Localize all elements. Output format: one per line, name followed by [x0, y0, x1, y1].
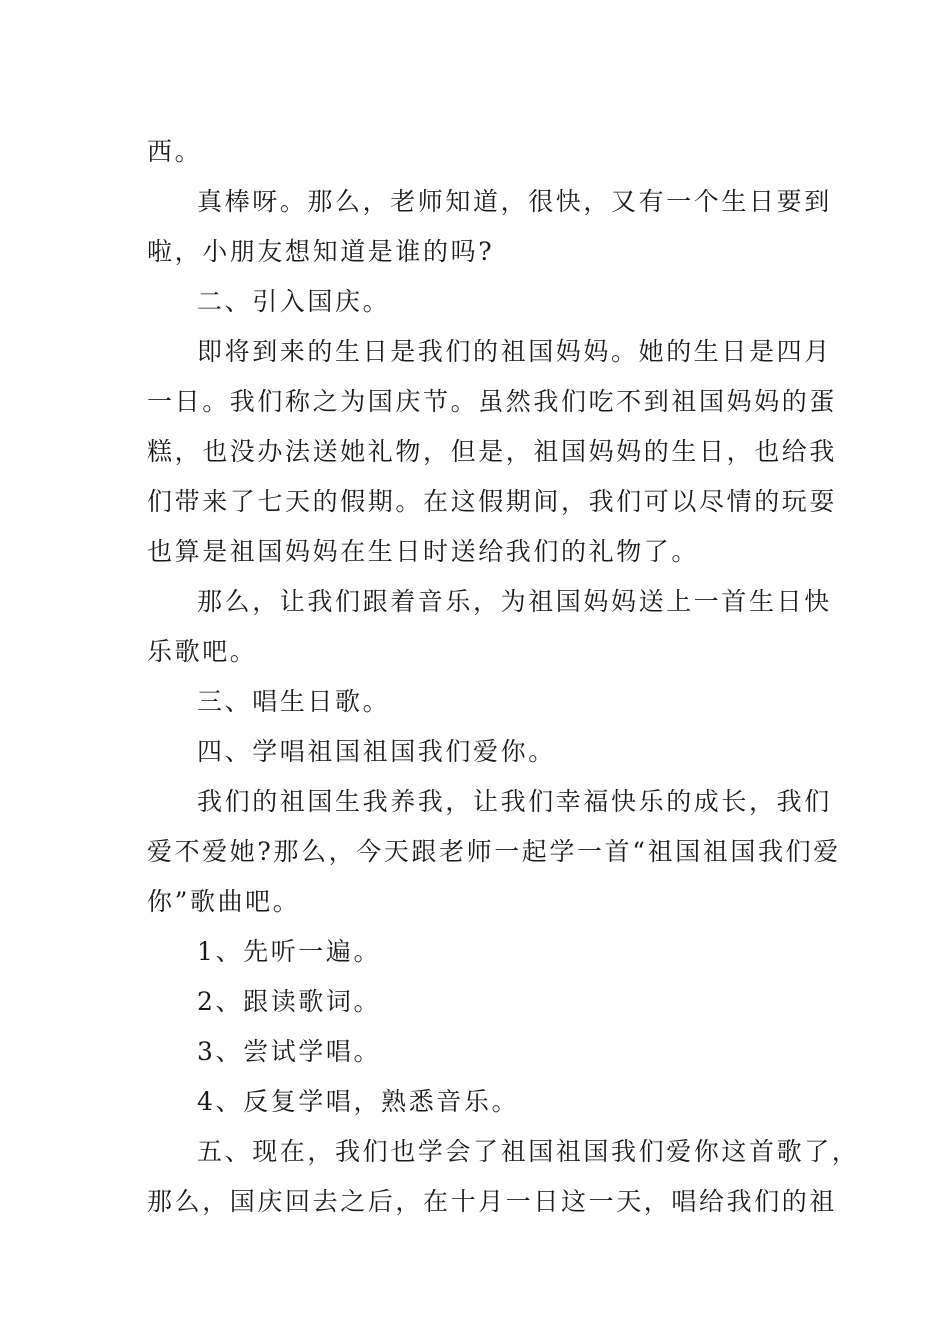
section-heading: 四、学唱祖国祖国我们爱你。: [197, 737, 556, 766]
paragraph-line: 真棒呀。那么，老师知道，很快，又有一个生日要到: [197, 187, 832, 216]
paragraph-line: 我们的祖国生我养我，让我们幸福快乐的成长，我们: [197, 787, 832, 816]
text-line: 也算是祖国妈妈在生日时送给我们的礼物了。: [147, 537, 700, 566]
section-heading: 二、引入国庆。: [197, 287, 391, 316]
text-line: 一日。我们称之为国庆节。虽然我们吃不到祖国妈妈的蛋: [147, 387, 838, 416]
paragraph-line: 即将到来的生日是我们的祖国妈妈。她的生日是四月: [197, 337, 832, 366]
list-item: 2、跟读歌词。: [197, 987, 382, 1016]
text-line: 乐歌吧。: [147, 637, 258, 666]
text-line: 那么，国庆回去之后，在十月一日这一天，唱给我们的祖: [147, 1187, 838, 1216]
text-line: 西。: [147, 137, 203, 166]
text-line: 你”歌曲吧。: [147, 887, 301, 916]
paragraph-line: 那么，让我们跟着音乐，为祖国妈妈送上一首生日快: [197, 587, 832, 616]
text-line: 糕，也没办法送她礼物，但是，祖国妈妈的生日，也给我: [147, 437, 838, 466]
section-heading: 五、现在，我们也学会了祖国祖国我们爱你这首歌了，: [197, 1137, 860, 1166]
text-line: 啦，小朋友想知道是谁的吗?: [147, 237, 495, 266]
section-heading: 三、唱生日歌。: [197, 687, 391, 716]
list-item: 4、反复学唱，熟悉音乐。: [197, 1087, 520, 1116]
text-line: 们带来了七天的假期。在这假期间，我们可以尽情的玩耍: [147, 487, 838, 516]
list-item: 3、尝试学唱。: [197, 1037, 382, 1066]
text-line: 爱不爱她?那么，今天跟老师一起学一首“祖国祖国我们爱: [147, 837, 841, 866]
list-item: 1、先听一遍。: [197, 937, 382, 966]
